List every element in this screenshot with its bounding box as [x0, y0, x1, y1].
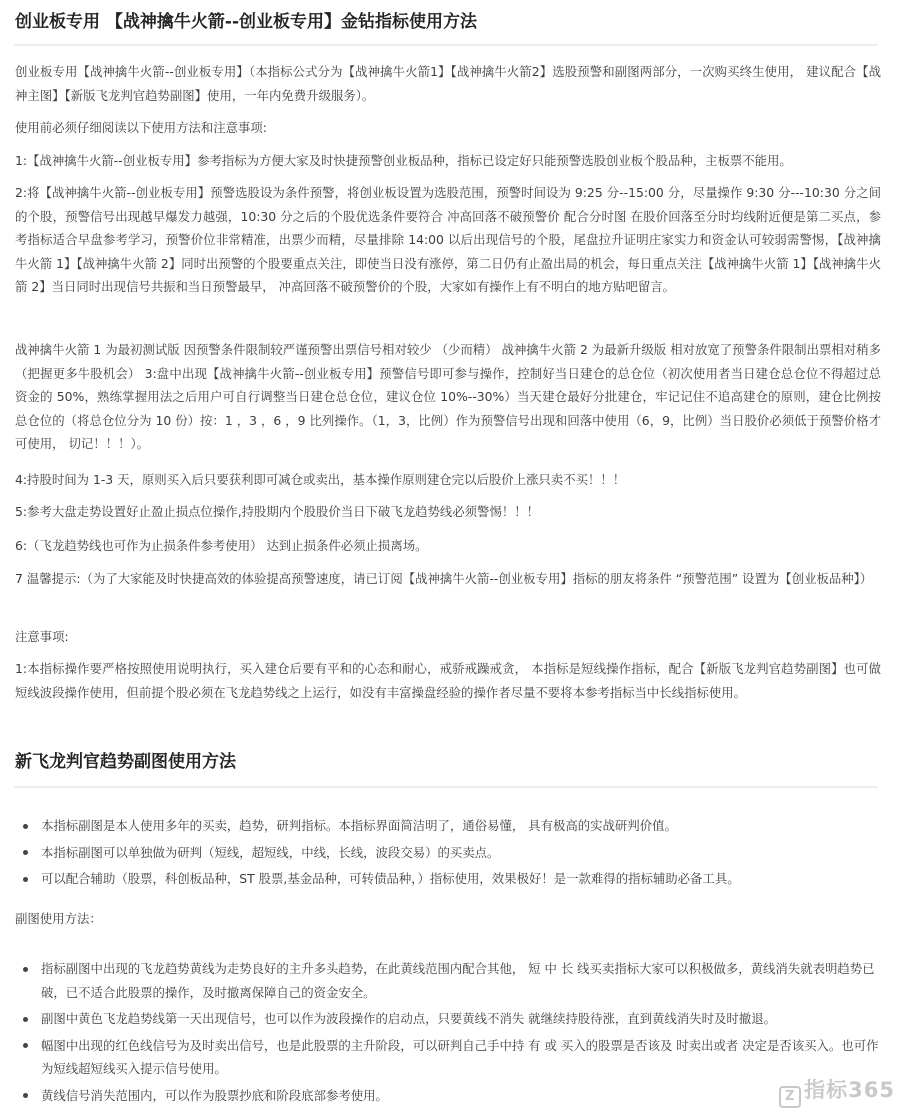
method-label: 副图使用方法： — [15, 911, 102, 926]
step-7-tip: 7 温馨提示:（为了大家能及时快捷高效的体验提高预警速度，请已订阅【战神擒牛火箭--创业板专用】指标的朋友将条件 “预警范围” 设置为【创业板品种】） — [15, 571, 873, 586]
step-5: 5:参考大盘走势设置好止盈止损点位操作,持股期内个股股价当日下破飞龙趋势线必须警惕！！！ — [15, 504, 540, 519]
list-item: 本指标副图可以单独做为研判（短线，超短线，中线，长线，波段交易）的买卖点。 — [41, 841, 881, 865]
list-item: 可以配合辅助（股票，科创板品种，ST 股票,基金品种，可转债品种，）指标使用，效果极好！是一款难得的指标辅助必备工具。 — [41, 867, 881, 891]
list-item: 指标副图中出现的飞龙趋势黄线为走势良好的主升多头趋势，在此黄线范围内配合其他， 短 中 长 线买卖指标大家可以积极做多，黄线消失就表明趋势已破，已不适合此股票的操作，及时撤离保障自己的资金安全。 — [41, 957, 881, 1004]
section-title-subchart: 新飞龙判官趋势副图使用方法 — [15, 752, 236, 772]
step-2: 2:将【战神擒牛火箭--创业板专用】预警选股设为条件预警，将创业板设置为选股范围，预警时间设为 9:25 分--15:00 分，尽量操作 9:30 分---10:30 分之间的个股，预警信号出现越早爆发力越强，10:30 分之后的个股优选条件要符合 冲高回落不破预警价 配合分时图 在股价回落至分时均线附近便是第二买点，参考指标适合早盘参考学习，预警价位非常精准，出票少而精，尽量排除 14:00 以后出现信号的个股，尾盘拉升证明庄家实力和资金认可较弱需警惕，【战神擒牛火箭 1】【战神擒牛火箭 2】同时出预警的个股要重点关注，即使当日没有涨停，第二日仍有止盈出局的机会，每日重点关注【战神擒牛火箭 1】【战神擒牛火箭 2】当日同时出现信号共振和当日预警最早， 冲高回落不破预警价的个股，大家如有操作上有不明白的地方贴吧留言。 — [15, 185, 881, 294]
list-item: 副图中黄色飞龙趋势线第一天出现信号，也可以作为波段操作的启动点，只要黄线不消失 就继续持股待涨，直到黄线消失时及时撤退。 — [41, 1007, 881, 1031]
title-divider — [14, 44, 878, 46]
step-3: 战神擒牛火箭 1 为最初测试版 因预警条件限制较严谨预警出票信号相对较少 （少而精） 战神擒牛火箭 2 为最新升级版 相对放宽了预警条件限制出票相对稍多（把握更多牛股机会） 3:盘中出现【战神擒牛火箭--创业板专用】预警信号即可参与操作，控制好当日建仓的总仓位（初次使用者当日建仓总仓位不得超过总资金的 50%，熟练掌握用法之后用户可自行调整当日建仓总仓位，建议仓位 10%--30%）当天建仓最好分批建仓，牢记记住不追高建仓的原则，建仓比例按总仓位的（将总仓位分为 10 份）按：1 ，3 ，6 ，9 比列操作。（1，3，比例）作为预警信号出现和回落中使用（6，9，比例）当日股价必须低于预警价格才可使用， 切记！！！）。 — [15, 342, 882, 451]
method-list — [0, 957, 881, 1107]
watermark-text: 指标365 — [804, 1078, 895, 1102]
feature-list — [0, 814, 881, 891]
section-title-main: 创业板专用 【战神擒牛火箭--创业板专用】金钻指标使用方法 — [15, 12, 478, 32]
note-1: 1:本指标操作要严格按照使用说明执行，买入建仓后要有平和的心态和耐心，戒骄戒躁戒贪， 本指标是短线操作指标，配合【新版飞龙判官趋势副图】也可做短线波段操作使用，但前提个股必须在飞龙趋势线之上运行，如没有丰富操盘经验的操作者尽量不要将本参考指标当中长线指标使用。 — [15, 661, 881, 700]
subchart-divider — [14, 786, 878, 788]
step-1: 1:【战神擒牛火箭--创业板专用】参考指标为方便大家及时快捷预警创业板品种，指标已设定好只能预警选股创业板个股品种，主板票不能用。 — [15, 153, 792, 168]
step-6: 6:（飞龙趋势线也可作为止损条件参考使用） 达到止损条件必须止损离场。 — [15, 538, 428, 553]
list-item: 黄线信号消失范围内，可以作为股票抄底和阶段底部参考使用。 — [41, 1084, 881, 1108]
site-watermark — [779, 1074, 895, 1108]
watermark-logo-icon: Z — [779, 1086, 801, 1108]
list-item: 幅图中出现的红色线信号为及时卖出信号，也是此股票的主升阶段，可以研判自己手中持 有 或 买入的股票是否该及 时卖出或者 决定是否该买入。也可作为短线超短线买入提示信号使用。 — [41, 1034, 881, 1081]
step-4: 4:持股时间为 1-3 天，原则买入后只要获利即可减仓或卖出，基本操作原则建仓完以后股价上涨只卖不买！！！ — [15, 472, 626, 487]
read-notice: 使用前必须仔细阅读以下使用方法和注意事项: — [15, 120, 267, 135]
intro-paragraph: 创业板专用【战神擒牛火箭--创业板专用】（本指标公式分为【战神擒牛火箭1】【战神擒牛火箭2】选股预警和副图两部分，一次购买终生使用， 建议配合【战神主图】【新版飞龙判官趋势副图】使用，一年内免费升级服务）。 — [15, 64, 881, 103]
notes-heading: 注意事项: — [15, 629, 69, 644]
list-item: 本指标副图是本人使用多年的买卖，趋势，研判指标。本指标界面简洁明了，通俗易懂， 具有极高的实战研判价值。 — [41, 814, 881, 838]
